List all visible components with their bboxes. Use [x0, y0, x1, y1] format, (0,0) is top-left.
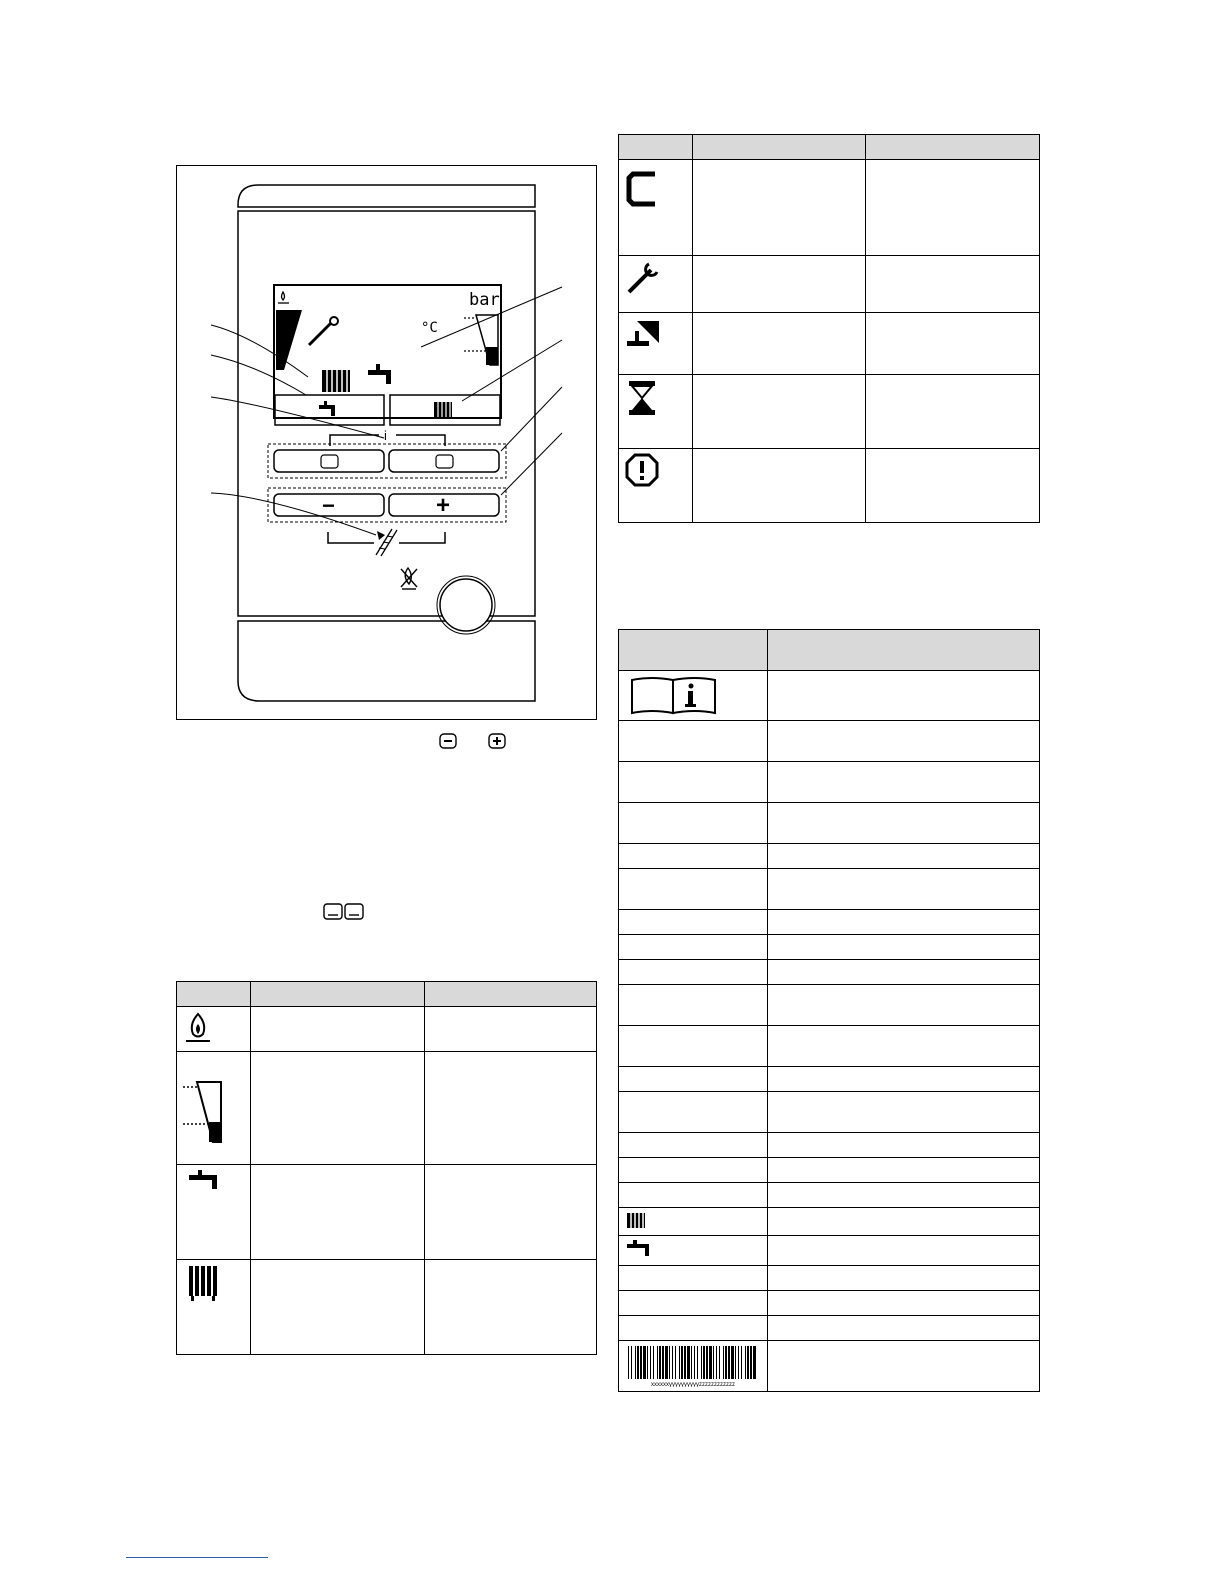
warning-icon	[625, 453, 659, 487]
table-row	[619, 1067, 1040, 1092]
left-softkey-button[interactable]	[274, 450, 384, 472]
flame-icon	[183, 1011, 213, 1045]
barcode-bar	[637, 1346, 639, 1379]
hourglass-icon	[625, 379, 659, 417]
left-symbol-table	[176, 981, 597, 1355]
hot-water-tap-icon	[625, 1239, 653, 1259]
barcode-bar	[684, 1346, 686, 1379]
table-row	[177, 1260, 597, 1355]
wrench-icon	[625, 260, 661, 296]
callout-lines	[211, 287, 562, 535]
barcode-bar	[679, 1346, 680, 1379]
pressure-gauge-icon	[183, 1078, 227, 1150]
bar-label: bar	[469, 290, 500, 310]
barcode-bar	[728, 1346, 730, 1379]
table-row	[619, 313, 1040, 375]
radiator-icon	[625, 1211, 647, 1231]
info-mark: i	[384, 428, 387, 443]
table-row	[619, 1208, 1040, 1236]
barcode-bar	[657, 1346, 658, 1379]
barcode-bar	[723, 1346, 724, 1379]
barcode-bar	[681, 1346, 683, 1379]
table-row	[619, 1158, 1040, 1183]
barcode-bar	[741, 1346, 742, 1379]
barcode-bar	[735, 1346, 736, 1379]
table-row	[619, 1236, 1040, 1266]
barcode-bar	[653, 1346, 654, 1379]
hot-water-tap-icon	[319, 401, 335, 416]
table-row	[619, 869, 1040, 910]
barcode-bar	[691, 1346, 692, 1379]
reset-ladder-icon	[376, 529, 397, 556]
barcode-bar	[709, 1346, 712, 1379]
footer-link-underline	[126, 1557, 268, 1558]
barcode-bar	[697, 1346, 698, 1379]
table-row	[619, 1133, 1040, 1158]
reset-flame-icon	[401, 568, 417, 589]
barcode-bar	[738, 1346, 739, 1379]
reset-button[interactable]	[440, 579, 492, 631]
pressure-gauge-icon	[464, 315, 498, 365]
minus-key-icon	[439, 733, 457, 749]
letter-c-icon	[625, 168, 659, 210]
barcode-bar	[706, 1346, 708, 1379]
barcode-bar	[701, 1346, 702, 1379]
barcode-bar	[687, 1346, 690, 1379]
hot-water-tap-icon	[368, 364, 391, 384]
barcode-bar	[665, 1346, 668, 1379]
barcode-bar	[640, 1346, 642, 1379]
barcode-bar	[719, 1346, 720, 1379]
barcode-caption: xxxxxxyyyyyyyyyyzzzzzzzzzzzz	[651, 1382, 735, 1387]
radiator-icon	[434, 402, 452, 417]
right-status-table	[618, 134, 1040, 523]
barcode-bar	[647, 1346, 648, 1379]
barcode-bar	[745, 1346, 746, 1379]
barcode-bar	[747, 1346, 749, 1379]
softkey-pair-icon	[323, 903, 365, 921]
table-row	[619, 844, 1040, 869]
right-softkey-button[interactable]	[389, 450, 499, 472]
barcode-bar	[631, 1346, 632, 1379]
table-row	[177, 1052, 597, 1165]
wrench-icon	[309, 317, 338, 345]
table-row	[619, 762, 1040, 803]
table-row	[619, 375, 1040, 449]
barcode-bar	[635, 1346, 636, 1379]
table-row	[619, 449, 1040, 523]
barcode-bar	[659, 1346, 661, 1379]
barcode-bar	[675, 1346, 676, 1379]
barcode-bar	[703, 1346, 705, 1379]
right-info-table	[618, 629, 1040, 1392]
manual-book-icon	[629, 675, 719, 715]
table-row	[619, 1026, 1040, 1067]
plus-label: +	[436, 492, 451, 519]
barcode-bar	[669, 1346, 670, 1379]
minus-label: −	[322, 493, 335, 518]
table-row	[619, 1291, 1040, 1316]
barcode-bar	[725, 1346, 727, 1379]
celsius-label: °C	[421, 320, 438, 336]
lcd-tap-field	[275, 395, 384, 425]
barcode-bar	[662, 1346, 664, 1379]
table-row	[619, 721, 1040, 762]
table-row	[619, 1316, 1040, 1341]
table-row	[619, 160, 1040, 256]
table-row	[619, 910, 1040, 935]
barcode-bar	[753, 1346, 756, 1379]
barcode-bar	[750, 1346, 752, 1379]
table-row	[619, 1183, 1040, 1208]
table-row	[619, 1341, 1040, 1392]
table-row	[619, 985, 1040, 1026]
summer-mode-icon	[625, 317, 661, 351]
table-row	[619, 803, 1040, 844]
barcode-icon	[627, 1345, 759, 1387]
table-row	[177, 1007, 597, 1052]
barcode-bar	[643, 1346, 646, 1379]
table-header-row	[619, 135, 1040, 160]
table-row	[619, 256, 1040, 313]
barcode-bar	[650, 1346, 651, 1379]
table-row	[619, 1266, 1040, 1291]
table-row	[619, 960, 1040, 985]
barcode-bar	[694, 1346, 695, 1379]
barcode-bar	[628, 1346, 629, 1379]
barcode-bar	[672, 1346, 673, 1379]
table-row	[177, 1165, 597, 1260]
table-header-row	[619, 630, 1040, 671]
hot-water-tap-icon	[187, 1169, 221, 1191]
table-row	[619, 671, 1040, 721]
flame-icon	[278, 292, 289, 303]
control-panel-drawing	[176, 165, 597, 720]
plus-key-icon	[488, 733, 506, 749]
radiator-icon	[187, 1264, 219, 1302]
barcode-bar	[716, 1346, 717, 1379]
table-row	[619, 935, 1040, 960]
table-header-row	[177, 982, 597, 1007]
barcode-bar	[731, 1346, 734, 1379]
barcode-bar	[713, 1346, 714, 1379]
table-row	[619, 1092, 1040, 1133]
radiator-icon	[322, 370, 350, 392]
